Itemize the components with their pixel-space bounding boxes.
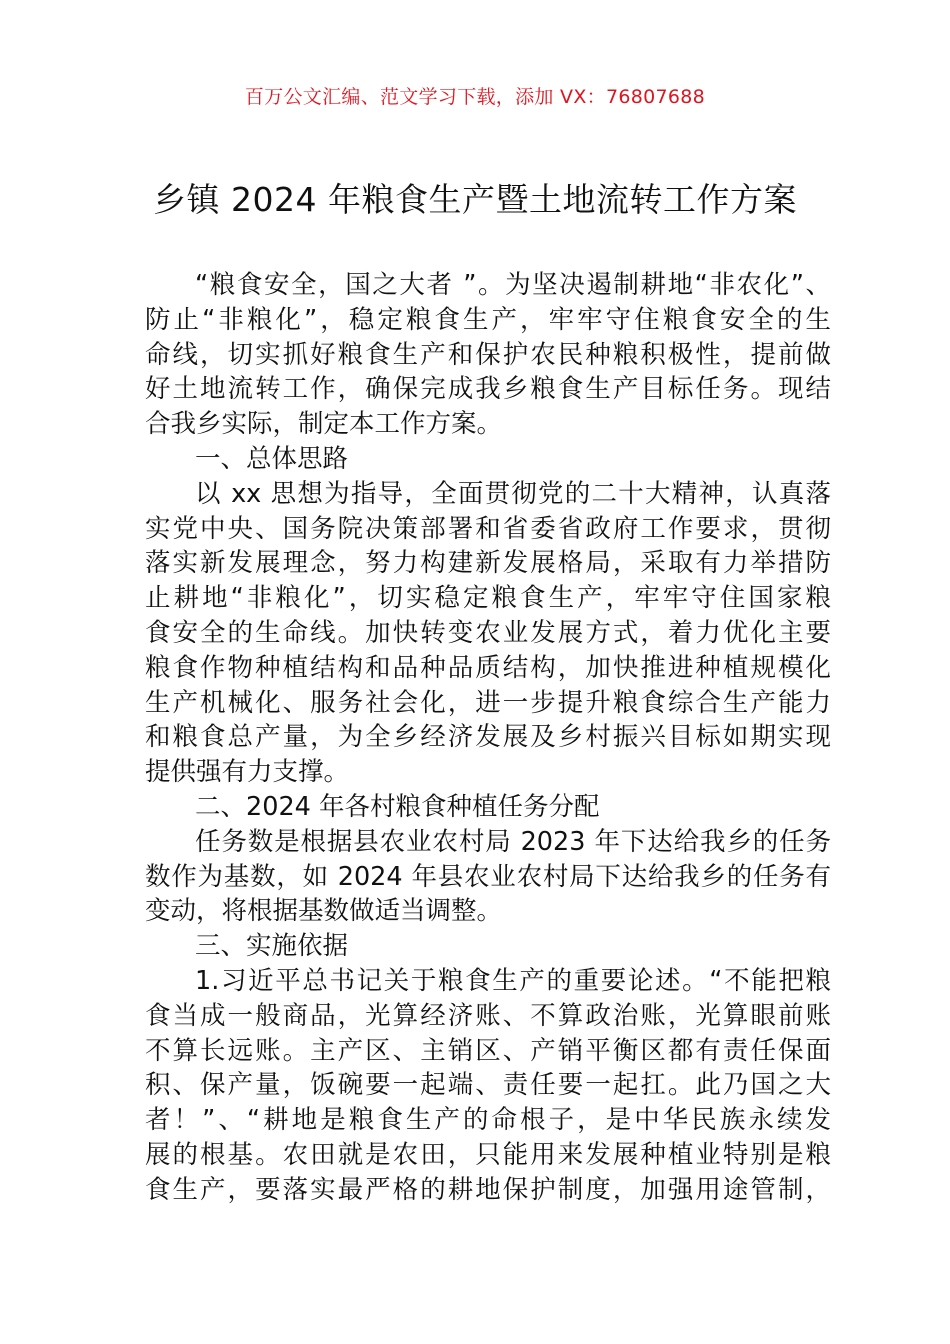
text-line: 以 xx 思想为指导，全面贯彻党的二十大精神，认真落 — [195, 478, 831, 509]
text-line: 生产机械化、服务社会化，进一步提升粮食综合生产能力 — [145, 687, 831, 718]
section-implementation-basis — [145, 929, 835, 1207]
document-body — [145, 268, 835, 1208]
text-line: 不算长远账。主产区、主销区、产销平衡区都有责任保面 — [145, 1035, 831, 1066]
text-line: 任务数是根据县农业农村局 2023 年下达给我乡的任务 — [195, 826, 831, 857]
intro-paragraph — [145, 268, 835, 442]
text-line: 止耕地“非粮化”，切实稳定粮食生产，牢牢守住国家粮 — [145, 583, 831, 614]
text-line: “粮食安全，国之大者 ”。为坚决遏制耕地“非农化”、 — [195, 270, 831, 300]
text-line: 好土地流转工作，确保完成我乡粮食生产目标任务。现结 — [145, 374, 831, 405]
text-line: 1.习近平总书记关于粮食生产的重要论述。“不能把粮 — [195, 965, 831, 996]
section-heading: 一、总体思路 — [195, 443, 349, 474]
text-line: 命线，切实抓好粮食生产和保护农民种粮积极性，提前做 — [145, 339, 831, 370]
text-line: 粮食作物种植结构和品种品质结构，加快推进种植规模化 — [145, 652, 831, 683]
text-line: 实党中央、国务院决策部署和省委省政府工作要求，贯彻 — [145, 513, 831, 544]
text-line: 防止“非粮化”，稳定粮食生产，牢牢守住粮食安全的生 — [145, 304, 831, 335]
text-line: 食安全的生命线。加快转变农业发展方式，着力优化主要 — [145, 617, 831, 648]
text-line: 落实新发展理念，努力构建新发展格局，采取有力举措防 — [145, 548, 831, 579]
watermark-banner: 百万公文汇编、范文学习下载，添加 VX：76807688 — [244, 86, 706, 108]
section-overall-approach — [145, 442, 835, 790]
section-task-allocation — [145, 790, 835, 929]
document-title: 乡镇 2024 年粮食生产暨土地流转工作方案 — [153, 180, 797, 219]
text-line: 食当成一般商品，光算经济账、不算政治账，光算眼前账 — [145, 1000, 831, 1031]
section-heading: 三、实施依据 — [195, 931, 349, 962]
text-line: 食生产，要落实最严格的耕地保护制度，加强用途管制， — [145, 1174, 831, 1205]
text-line: 提供强有力支撑。 — [145, 757, 350, 788]
text-line: 数作为基数，如 2024 年县农业农村局下达给我乡的任务有 — [145, 861, 831, 892]
section-heading: 二、2024 年各村粮食种植任务分配 — [195, 791, 600, 822]
text-line: 展的根基。农田就是农田，只能用来发展种植业特别是粮 — [145, 1139, 831, 1170]
text-line: 者！”、“耕地是粮食生产的命根子，是中华民族永续发 — [145, 1105, 831, 1136]
text-line: 变动，将根据基数做适当调整。 — [145, 896, 503, 927]
text-line: 积、保产量，饭碗要一起端、责任要一起扛。此乃国之大 — [145, 1070, 831, 1101]
text-line: 合我乡实际，制定本工作方案。 — [145, 409, 503, 440]
text-line: 和粮食总产量，为全乡经济发展及乡村振兴目标如期实现 — [145, 722, 831, 753]
